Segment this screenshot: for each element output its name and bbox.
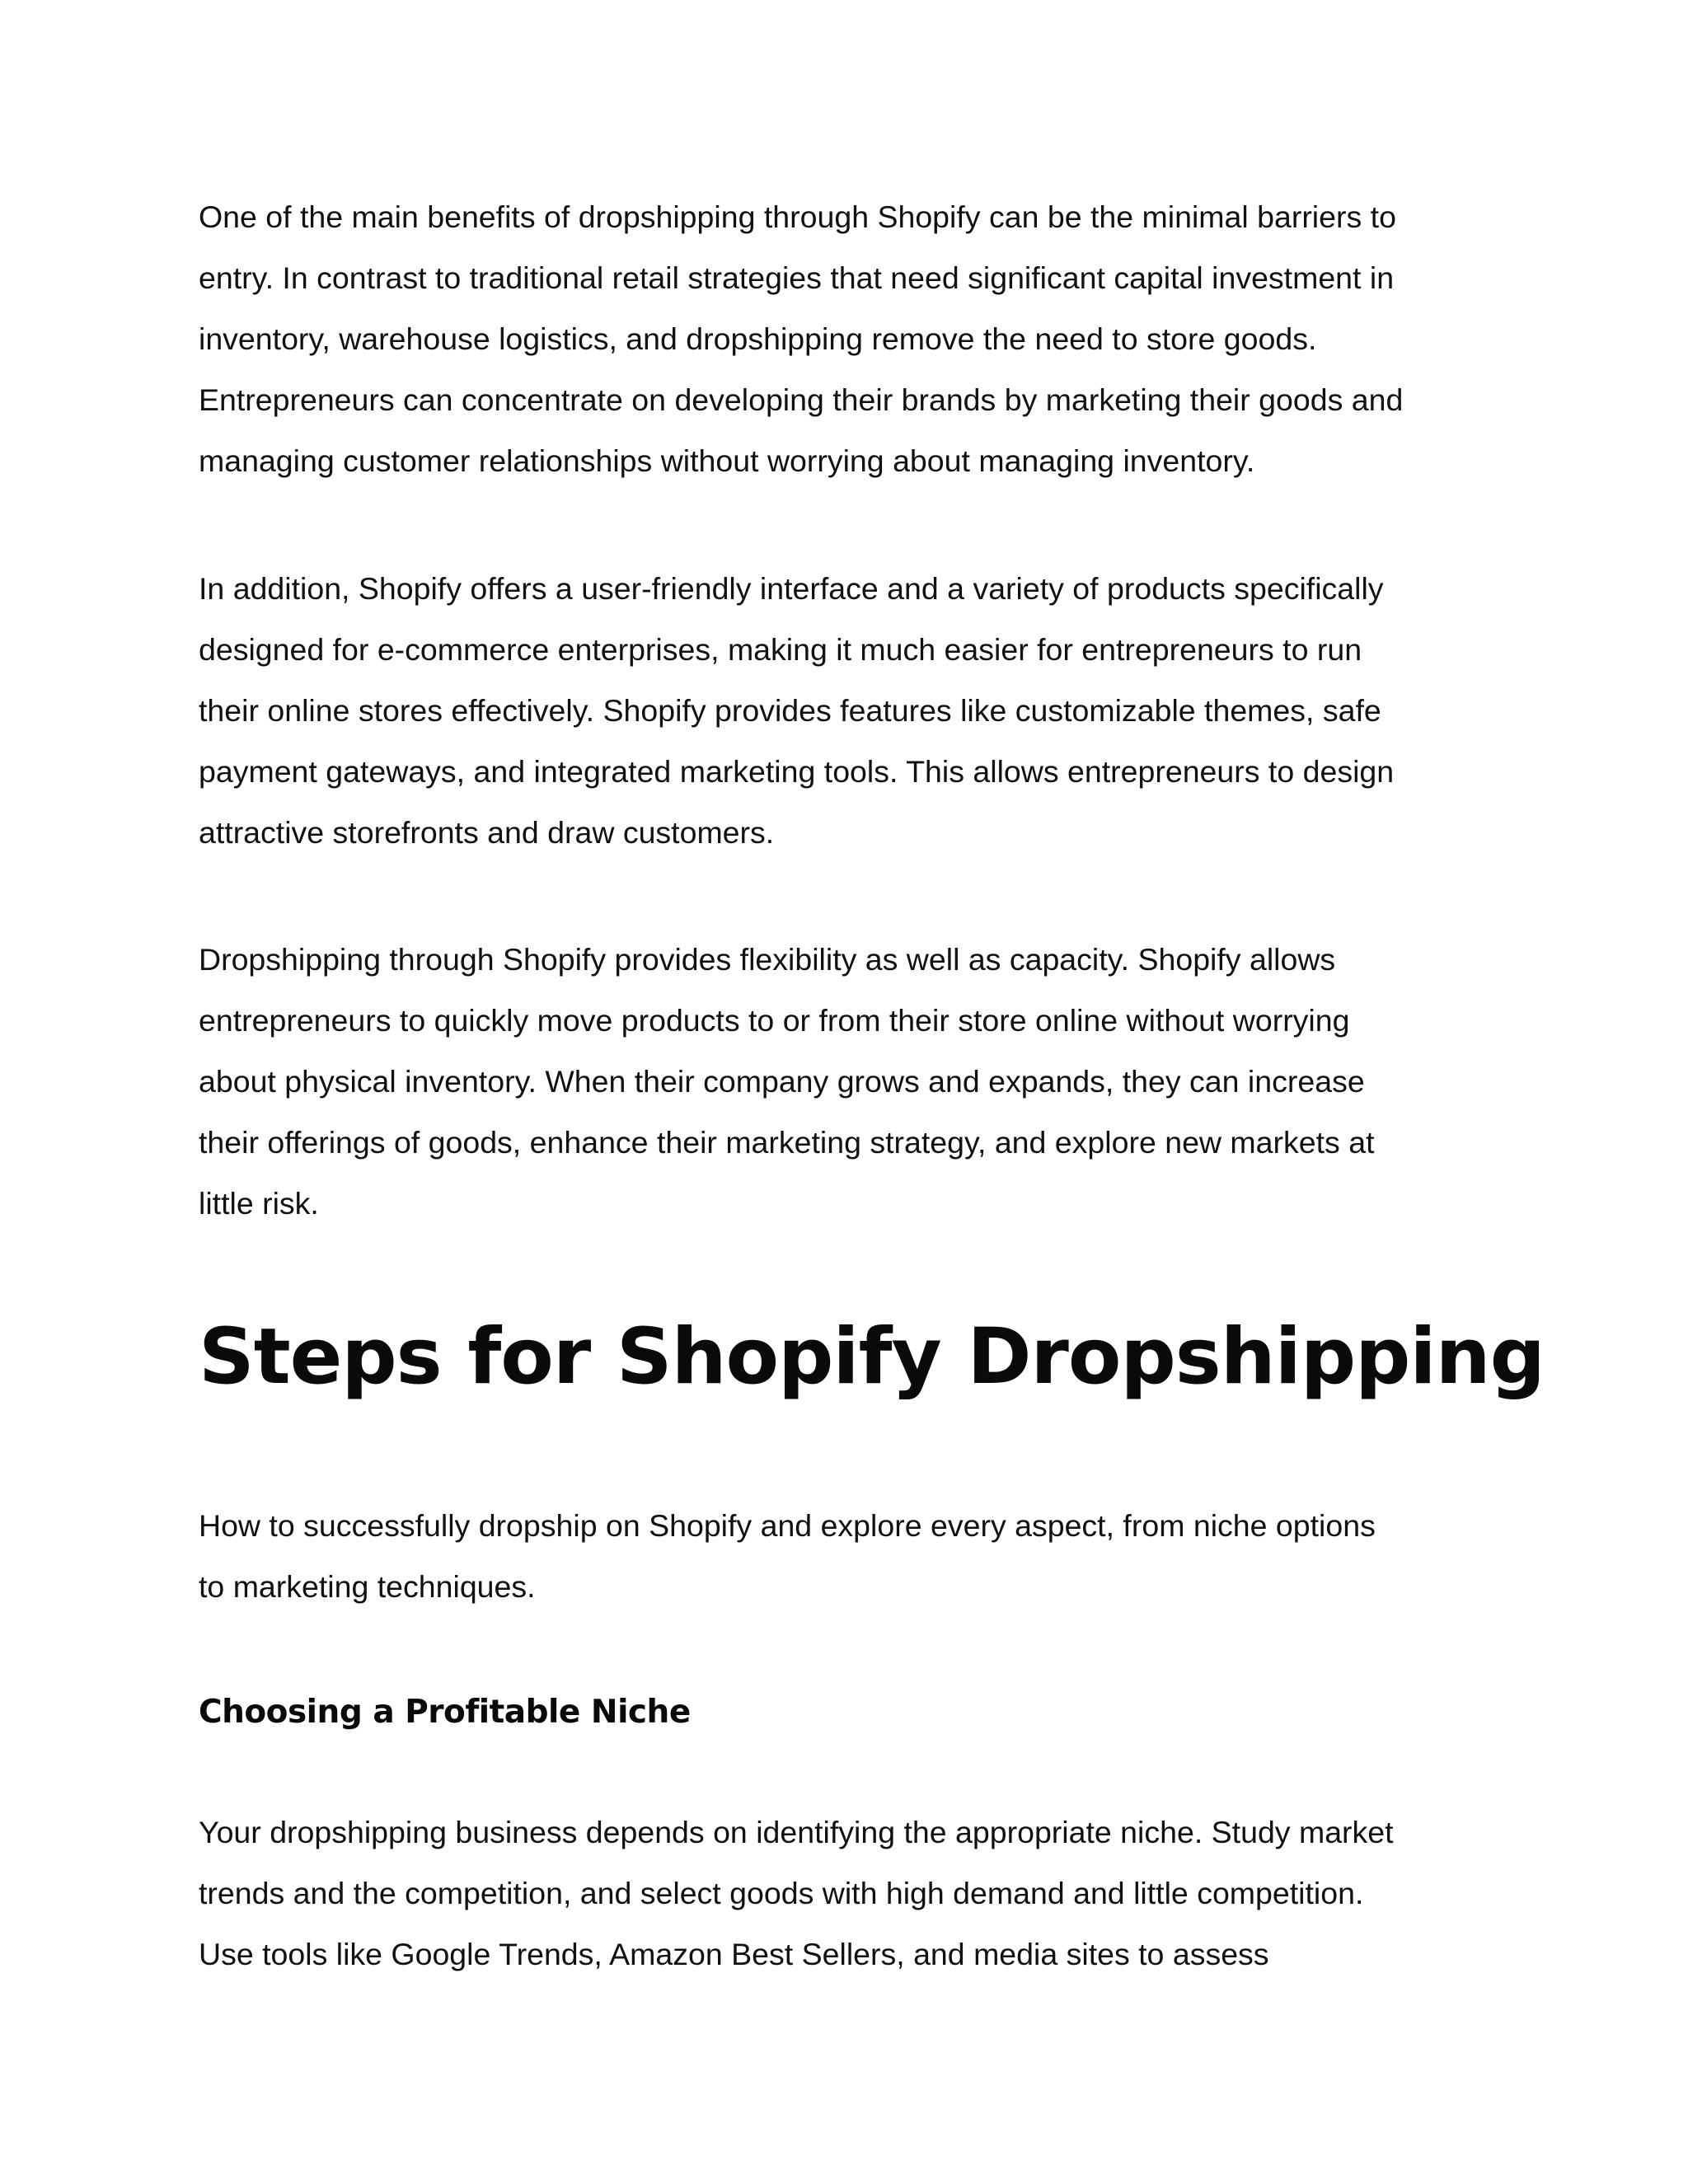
text-line: How to successfully dropship on Shopify and explore every aspect, from niche options — [199, 1508, 1376, 1543]
paragraph-intro-steps — [199, 1495, 1509, 1617]
text-line: One of the main benefits of dropshipping through Shopify can be the minimal barriers to — [199, 199, 1396, 234]
text-line: managing customer relationships without worrying about managing inventory. — [199, 443, 1255, 478]
text-line: payment gateways, and integrated marketing tools. This allows entrepreneurs to design — [199, 754, 1395, 789]
text-line: their offerings of goods, enhance their marketing strategy, and explore new markets at — [199, 1125, 1375, 1160]
text-line: trends and the competition, and select goods with high demand and little competition. — [199, 1876, 1364, 1910]
text-line: inventory, warehouse logistics, and dropshipping remove the need to store goods. — [199, 321, 1317, 356]
text-line: Your dropshipping business depends on identifying the appropriate niche. Study market — [199, 1815, 1394, 1849]
text-line: attractive storefronts and draw customers. — [199, 815, 775, 850]
text-line: Dropshipping through Shopify provides flexibility as well as capacity. Shopify allows — [199, 942, 1336, 977]
text-line: Entrepreneurs can concentrate on developing their brands by marketing their goods and — [199, 382, 1404, 417]
subsection-heading: Choosing a Profitable Niche — [199, 1694, 691, 1731]
paragraph-user-friendly-interface — [199, 558, 1509, 863]
text-line: Use tools like Google Trends, Amazon Best Sellers, and media sites to assess — [199, 1937, 1269, 1971]
text-line: designed for e-commerce enterprises, making it much easier for entrepreneurs to run — [199, 632, 1362, 667]
paragraph-barriers-to-entry — [199, 186, 1509, 491]
text-line: to marketing techniques. — [199, 1569, 536, 1604]
paragraph-flexibility — [199, 929, 1509, 1234]
text-line: about physical inventory. When their company grows and expands, they can increase — [199, 1064, 1365, 1099]
text-line: their online stores effectively. Shopify provides features like customizable themes, safe — [199, 693, 1381, 728]
text-line: little risk. — [199, 1186, 319, 1221]
paragraph-choosing-niche — [199, 1802, 1509, 1985]
text-line: entrepreneurs to quickly move products to or from their store online without worrying — [199, 1003, 1350, 1038]
section-heading: Steps for Shopify Dropshipping — [199, 1312, 1545, 1402]
text-line: entry. In contrast to traditional retail strategies that need significant capital investment in — [199, 260, 1395, 295]
text-line: In addition, Shopify offers a user-friendly interface and a variety of products specifically — [199, 571, 1384, 606]
